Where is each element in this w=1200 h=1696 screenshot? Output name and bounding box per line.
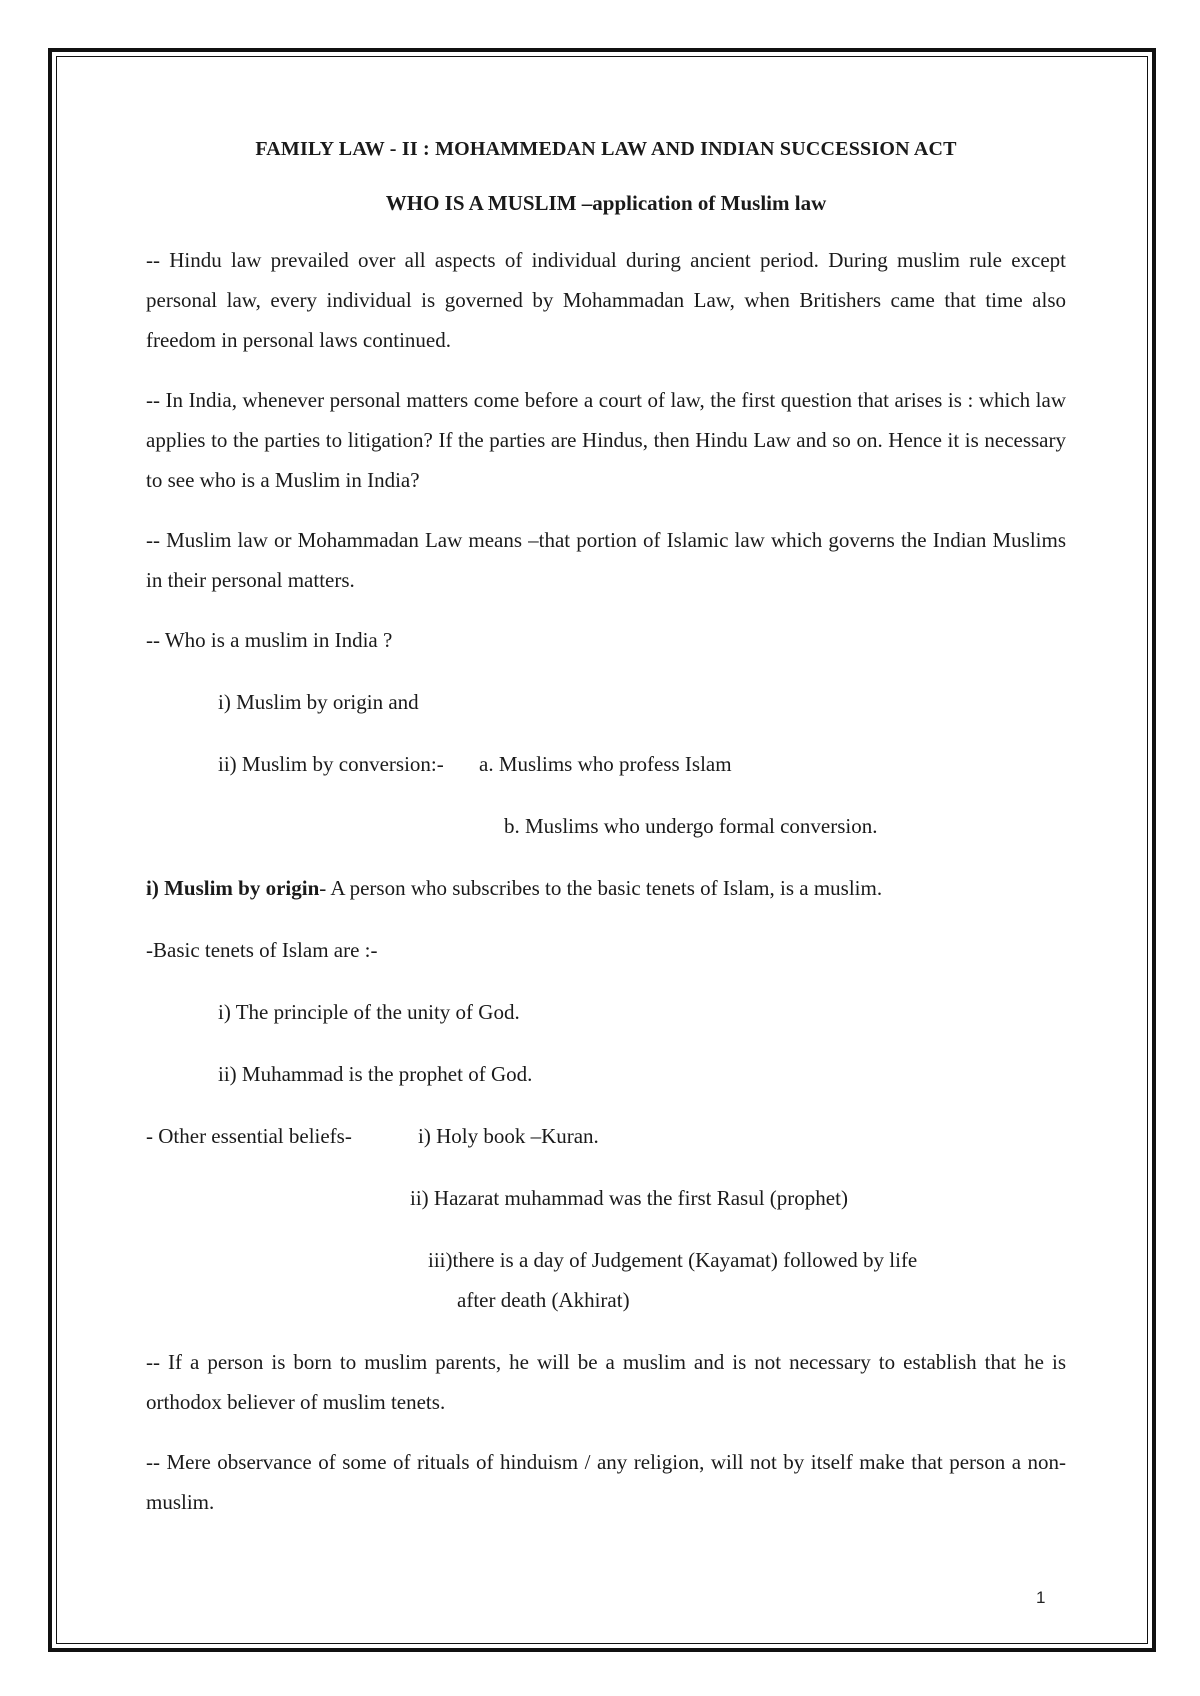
paragraph-hindu-law: -- Hindu law prevailed over all aspects of individual during ancient period. During muslim rule except personal law, every individual is governed by Mohammadan Law, when Britishers came that time also freedom in personal laws continued. <box>146 248 1066 352</box>
other-beliefs-label: - Other essential beliefs- <box>146 1124 352 1148</box>
page-number: 1 <box>1036 1588 1046 1607</box>
document-body <box>146 132 1066 1542</box>
conversion-item-text: ii) Muslim by conversion:- <box>218 752 444 776</box>
belief-3-text: iii)there is a day of Judgement (Kayamat) followed by life <box>428 1248 918 1272</box>
origin-item-text: i) Muslim by origin and <box>218 690 419 714</box>
belief-3-continuation-line <box>146 1280 1066 1320</box>
origin-definition <box>146 868 882 908</box>
paragraph-which-law: -- In India, whenever personal matters come before a court of law, the first question that arises is : which law applies to the parties to litigation? If the parties are Hindus, then Hindu Law and so on. Hence it is necessary to see who is a Muslim in India? <box>146 388 1066 492</box>
origin-heading: i) Muslim by origin <box>146 876 320 900</box>
conversion-b-line <box>146 806 1066 846</box>
basic-tenets-text: -Basic tenets of Islam are :- <box>146 938 378 962</box>
conversion-list-item <box>146 744 1066 784</box>
belief-3-continuation-text: after death (Akhirat) <box>457 1288 630 1312</box>
belief-2-line <box>146 1178 1066 1218</box>
paragraph-muslim-law-meaning: -- Muslim law or Mohammadan Law means –that portion of Islamic law which governs the Indian Muslims in their personal matters. <box>146 528 1066 592</box>
who-is-muslim-line <box>146 620 1066 660</box>
tenet-1-text: i) The principle of the unity of God. <box>218 1000 520 1024</box>
tenet-2-text: ii) Muhammad is the prophet of God. <box>218 1062 533 1086</box>
paragraph-born-muslim: -- If a person is born to muslim parents, he will be a muslim and is not necessary to establish that he is orthodox believer of muslim tenets. <box>146 1350 1066 1414</box>
origin-definition-line <box>146 868 1066 908</box>
belief-2-text: ii) Hazarat muhammad was the first Rasul (prophet) <box>410 1186 848 1210</box>
document-subtitle: WHO IS A MUSLIM –application of Muslim law <box>385 191 827 215</box>
document-title: FAMILY LAW - II : MOHAMMEDAN LAW AND INDIAN SUCCESSION ACT <box>255 138 957 160</box>
other-beliefs-line <box>146 1116 1066 1156</box>
conversion-a-text: a. Muslims who profess Islam <box>479 752 732 776</box>
belief-3-line <box>146 1240 1066 1280</box>
origin-text: - A person who subscribes to the basic tenets of Islam, is a muslim. <box>319 876 883 900</box>
tenet-1-line <box>146 992 1066 1032</box>
basic-tenets-line <box>146 930 1066 970</box>
paragraph-rituals: -- Mere observance of some of rituals of hinduism / any religion, will not by itself make that person a non-muslim. <box>146 1450 1066 1514</box>
tenet-2-line <box>146 1054 1066 1094</box>
origin-list-item <box>146 682 1066 722</box>
conversion-b-text: b. Muslims who undergo formal conversion. <box>504 814 878 838</box>
belief-1-text: i) Holy book –Kuran. <box>418 1124 599 1148</box>
who-is-muslim-text: -- Who is a muslim in India ? <box>146 628 393 652</box>
